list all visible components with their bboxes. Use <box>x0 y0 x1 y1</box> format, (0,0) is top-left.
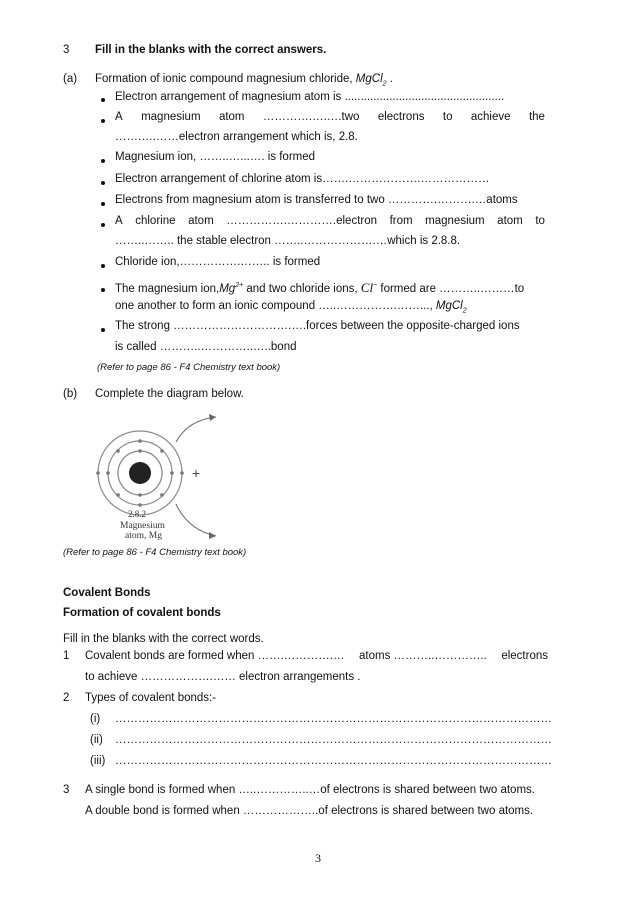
word: to <box>535 215 545 227</box>
cl-ion-charge: − <box>373 282 378 290</box>
blank-item1[interactable] <box>85 650 548 662</box>
text: electrons <box>501 650 548 662</box>
part-a-end: . <box>386 73 393 85</box>
bullet-dot <box>101 119 105 123</box>
word: achieve <box>470 111 511 123</box>
word: to <box>442 111 453 123</box>
part-b-text: Complete the diagram below. <box>95 388 244 400</box>
blank-item3a[interactable]: A single bond is formed when …..…………..…of electrons is shared between two atoms. <box>85 784 535 796</box>
upper-arrow-head <box>209 414 216 421</box>
plus-sign: + <box>192 465 201 481</box>
type-label: (i) <box>90 713 101 725</box>
bullet-dot <box>101 328 105 332</box>
type-blank-line[interactable]: …………………………………………………………………………………………………… <box>115 734 552 746</box>
word: A <box>115 111 123 123</box>
item-number: 1 <box>63 650 70 662</box>
bullet-dot <box>101 202 105 206</box>
part-b-label: (b) <box>63 388 78 400</box>
text: atoms ………..………….. <box>359 650 487 662</box>
word: the <box>528 111 545 123</box>
word: A <box>115 215 123 227</box>
part-a-formula: MgCl <box>355 73 383 85</box>
cl-ion-symbol: Cl <box>360 280 374 295</box>
reference-note: (Refer to page 86 - F4 Chemistry text book) <box>97 362 281 373</box>
blank-item1-cont[interactable]: to achieve ……………….…… electron arrangements . <box>85 671 361 683</box>
atom-name-line1: Magnesium <box>120 521 165 531</box>
magnesium-atom-diagram <box>88 412 268 552</box>
type-blank-line[interactable]: …………………………………………………………………………………………………… <box>115 713 552 725</box>
word: from <box>389 215 413 227</box>
text: Covalent bonds are formed when …….………….… <box>85 650 345 662</box>
atom-name-line2: atom, Mg <box>125 531 162 541</box>
item-number: 3 <box>63 784 70 796</box>
electron-config: 2.8.2 <box>128 509 146 519</box>
reference-note: (Refer to page 86 - F4 Chemistry text book) <box>63 547 247 558</box>
word: magnesium <box>141 111 201 123</box>
text: formed are ………..………to <box>377 283 525 295</box>
blank-b2[interactable] <box>115 111 545 123</box>
item-number: 2 <box>63 692 70 704</box>
text: one another to form an ionic compound …..…………….……..., <box>115 300 436 312</box>
lower-arrow-head <box>209 532 216 539</box>
blank-b9[interactable]: The strong ………………………….….forces between the opposite-charged ions <box>115 320 520 332</box>
bullet-dot <box>101 98 105 102</box>
part-a-text <box>95 73 393 87</box>
mg-ion-symbol: Mg <box>219 283 236 295</box>
lower-arrow <box>176 504 216 536</box>
word: atom <box>218 111 245 123</box>
formula-sub: 2 <box>462 307 467 315</box>
part-a-intro: Formation of ionic compound magnesium chloride, <box>95 73 356 85</box>
word: atom <box>497 215 523 227</box>
bullet-dot <box>101 264 105 268</box>
type-blank-line[interactable]: …………………………………………………………………………………………………… <box>115 755 552 767</box>
section-subheading: Formation of covalent bonds <box>63 607 221 619</box>
word: atom <box>188 215 214 227</box>
formula: MgCl <box>435 300 463 312</box>
blank-b6-cont[interactable]: ……..…….. the stable electron ……..……………….…which is 2.8.8. <box>115 235 461 247</box>
type-label: (iii) <box>90 755 106 767</box>
word: chlorine <box>135 215 176 227</box>
section-heading: Covalent Bonds <box>63 587 151 599</box>
mg-ion-charge: 2+ <box>235 282 244 290</box>
instruction: Fill in the blanks with the correct words. <box>63 633 264 645</box>
blank-b8[interactable] <box>115 280 524 296</box>
blank-b5[interactable]: Electrons from magnesium atom is transferred to two ………….……….…atoms <box>115 194 518 206</box>
blank-b9-cont[interactable]: is called ………..…………..…..bond <box>115 341 297 353</box>
blank-b8-cont[interactable] <box>115 300 467 314</box>
text: and two chloride ions, <box>243 283 361 295</box>
word: …………….………….electron <box>226 215 378 227</box>
blank-b4[interactable]: Electron arrangement of chlorine atom is…….……………….……………… <box>115 173 490 185</box>
nucleus <box>129 462 151 484</box>
blank-b2-cont[interactable]: …….….……electron arrangement which is, 2.8. <box>115 131 358 143</box>
word: electrons <box>377 111 425 123</box>
blank-item3b[interactable]: A double bond is formed when ………………..of electrons is shared between two atoms. <box>85 805 534 817</box>
word: ………….….….two <box>262 111 360 123</box>
blank-b6[interactable] <box>115 215 545 227</box>
word: magnesium <box>425 215 485 227</box>
part-a-label: (a) <box>63 73 78 85</box>
bullet-dot <box>101 181 105 185</box>
question-title: Fill in the blanks with the correct answers. <box>95 44 327 56</box>
bullet-dot <box>101 223 105 227</box>
bullet-dot <box>101 159 105 163</box>
item2-text: Types of covalent bonds:- <box>85 692 217 704</box>
type-label: (ii) <box>90 734 103 746</box>
page-number: 3 <box>315 851 321 865</box>
question-number: 3 <box>63 44 70 56</box>
blank-b3[interactable]: Magnesium ion, ……..…...…. is formed <box>115 151 316 163</box>
blank-b1[interactable]: Electron arrangement of magnesium atom is .................................................. <box>115 91 505 103</box>
blank-b7[interactable]: Chloride ion,…………….…….. is formed <box>115 256 321 268</box>
text: The magnesium ion, <box>115 283 220 295</box>
bullet-dot <box>101 288 105 292</box>
part-a-formula-sub: 2 <box>382 80 387 88</box>
